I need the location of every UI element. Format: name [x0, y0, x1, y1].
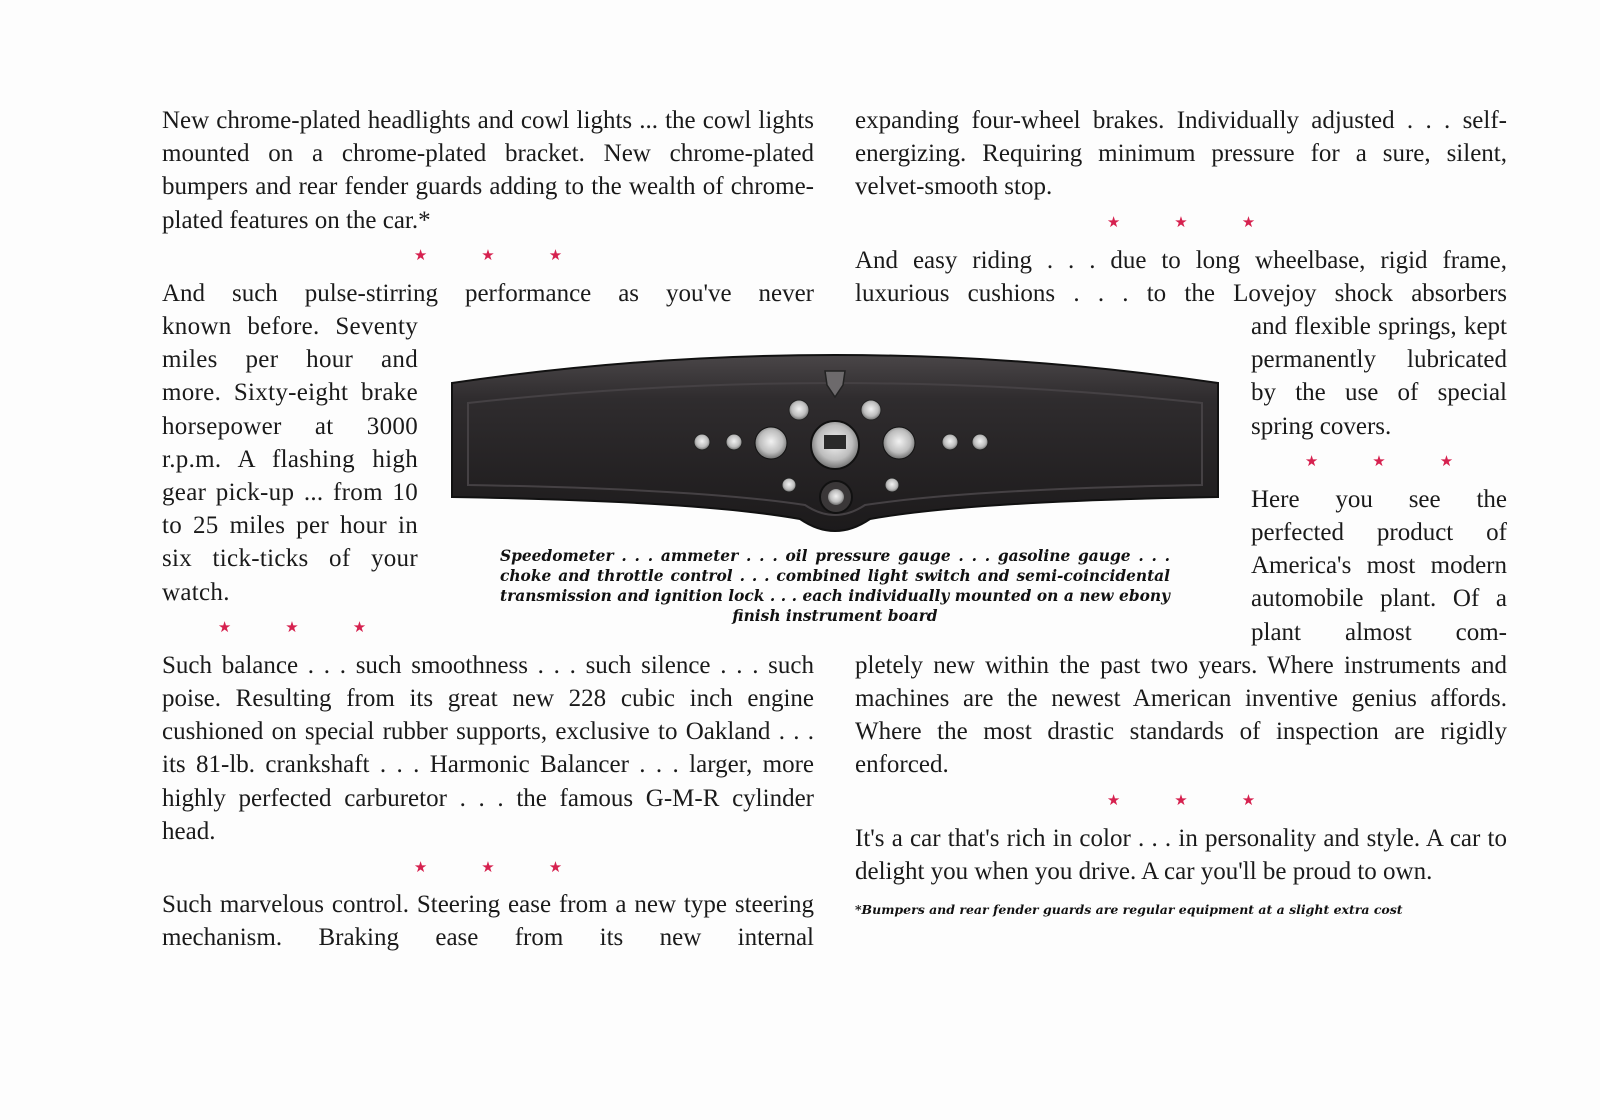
- switch-icon: [694, 434, 710, 450]
- switch-icon: [972, 434, 988, 450]
- star-icon: ★: [1106, 215, 1121, 232]
- switch-icon: [726, 434, 742, 450]
- star-icon: ★: [1174, 215, 1188, 232]
- star-icon: ★: [413, 248, 428, 265]
- paragraph-performance: known before. Seventy miles per hour and more. Sixty-eight brake horsepower at 3000 r.p.m. A flashing high gear pick-up ... from 10 to 25 miles per hour in six tick-ticks of your watch.: [162, 313, 418, 606]
- paragraph-balance: Such balance . . . such smoothness . . . such silence . . . such poise. Resulting from its great new 228 cubic inch engine cushioned on special rubber supports, exclusive to Oakland . . . its 81-lb. crankshaft . . . Harmonic Balancer . . . larger, more highly perfected carburetor . . . the famous G-M-R cylinder head.: [162, 651, 814, 845]
- ornament-stars: [162, 609, 422, 649]
- instrument-board-photo: [450, 345, 1220, 545]
- star-icon: ★: [1372, 454, 1386, 471]
- footnote: *Bumpers and rear fender guards are regular equipment at a slight extra cost: [855, 902, 1403, 918]
- paragraph-plant-lead: Here you see the perfected product of America's most modern automobile plant. Of a plant almost com-: [1251, 485, 1507, 646]
- paragraph-riding: and flexible springs, kept permanently lubricated by the use of special spring covers.: [1251, 313, 1507, 440]
- star-icon: ★: [285, 620, 299, 637]
- star-icon: ★: [1174, 793, 1188, 810]
- paragraph-plant: pletely new within the past two years. Where instruments and machines are the newest American inventive genius affords. Where the most drastic standards of inspection are rigidly enforced.: [855, 651, 1507, 779]
- star-icon: ★: [217, 620, 232, 637]
- star-icon: ★: [1106, 793, 1121, 810]
- ornament-stars: [162, 237, 814, 277]
- control-knob-icon: [789, 400, 809, 420]
- ammeter-icon: [755, 427, 787, 459]
- star-icon: ★: [481, 248, 495, 265]
- paragraph-riding-lead: And easy riding . . . due to long wheelbase, rigid frame, luxurious cushions . . . to the Lovejoy shock absorbers: [855, 246, 1507, 307]
- star-icon: ★: [1241, 215, 1256, 232]
- paragraph-performance-lead: And such pulse-stirring performance as you've never: [162, 279, 814, 307]
- star-icon: ★: [1304, 454, 1319, 471]
- ornament-stars: [855, 782, 1507, 822]
- star-icon: ★: [481, 859, 495, 876]
- ornament-stars: [162, 848, 814, 888]
- paragraph-chrome-features: New chrome-plated headlights and cowl lights ... the cowl lights mounted on a chrome-plated bracket. New chrome-plated bumpers and rear fender guards adding to the wealth of chrome-plated features on the car.*: [162, 107, 814, 234]
- star-icon: ★: [352, 620, 367, 637]
- switch-icon: [942, 434, 958, 450]
- star-icon: ★: [548, 859, 563, 876]
- star-icon: ★: [1241, 793, 1256, 810]
- paragraph-style: It's a car that's rich in color . . . in personality and style. A car to delight you when you drive. A car you'll be proud to own.: [855, 824, 1507, 885]
- paragraph-control: Such marvelous control. Steering ease from a new type steering mechanism. Braking ease from its new internal: [162, 891, 814, 952]
- star-icon: ★: [548, 248, 563, 265]
- ornament-stars: [855, 204, 1507, 244]
- ornament-stars: [1251, 443, 1507, 483]
- oil-gauge-icon: [883, 427, 915, 459]
- photo-caption: Speedometer . . . ammeter . . . oil pressure gauge . . . gasoline gauge . . . choke and throttle control . . . combined light switch and semi-coincidental transmission and ignition lock . . . each individually mounted on a new ebony finish instrument board: [500, 547, 1170, 625]
- star-icon: ★: [1439, 454, 1454, 471]
- paragraph-brakes: expanding four-wheel brakes. Individually adjusted . . . self-energizing. Requiring minimum pressure for a sure, silent, velvet-smooth stop.: [855, 107, 1507, 201]
- switch-icon: [782, 478, 796, 492]
- switch-icon: [885, 478, 899, 492]
- control-knob-icon: [861, 400, 881, 420]
- star-icon: ★: [413, 859, 428, 876]
